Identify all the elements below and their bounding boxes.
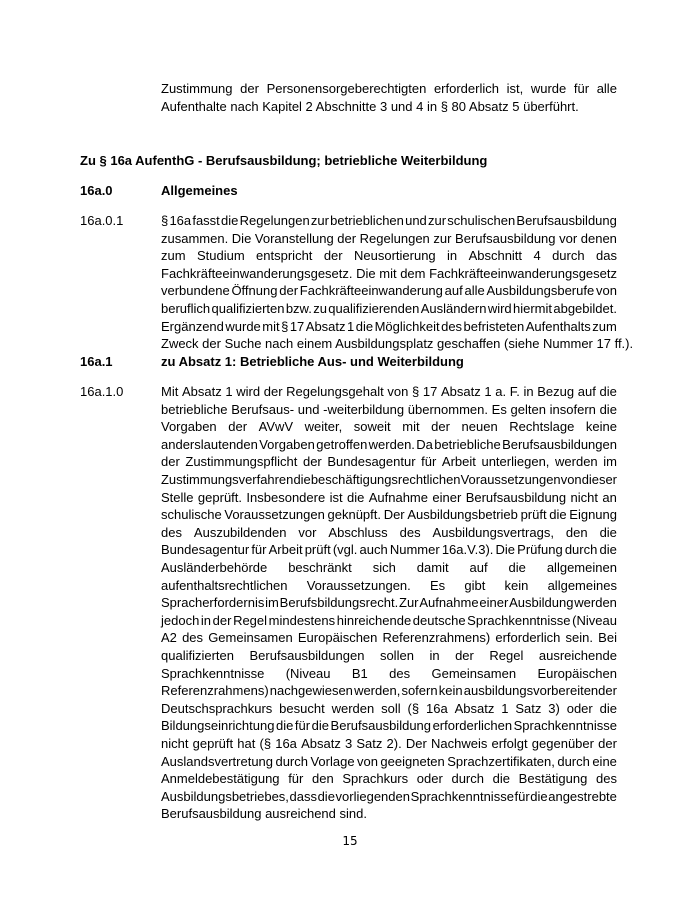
paragraph-number-16a-1-0: 16a.1.0 xyxy=(80,384,124,399)
text-line: nicht geprüft hat (§ 16a Absatz 3 Satz 2). Der Nachweis erfolgt gegenüber der xyxy=(161,736,617,751)
text-line: betriebliche Berufsaus- und -weiterbildung übernommen. Es gelten insofern die xyxy=(161,401,617,417)
subsection-title-absatz-1: zu Absatz 1: Betriebliche Aus- und Weiterbildung xyxy=(161,354,464,369)
text-line: Referenzrahmens) nachgewiesen werden, sofern kein ausbildungsvorbereitender xyxy=(161,683,617,699)
text-line: Fachkräfteeinwanderungsgesetz. Die mit dem Fachkräfteeinwanderungsgesetz xyxy=(161,265,617,281)
section-heading: Zu § 16a AufenthG - Berufsausbildung; betriebliche Weiterbildung xyxy=(80,153,488,168)
subsection-title-allgemeines: Allgemeines xyxy=(161,183,238,198)
text-line: Ausbildungsbetriebes, dass die vorliegenden Sprachkenntnisse für die angestrebte xyxy=(161,788,617,804)
text-line: Sprachkenntnisse (Niveau B1 des Gemeinsamen Europäischen xyxy=(161,665,617,681)
text-line: Aufenthalte nach Kapitel 2 Abschnitte 3 und 4 in § 80 Absatz 5 überführt. xyxy=(161,98,579,114)
text-line: qualifizierten Berufsausbildungen sollen in der Regel ausreichende xyxy=(161,648,617,663)
text-line: Vorgaben der AVwV weiter, soweit mit der neuen Rechtslage keine xyxy=(161,419,617,435)
text-line: des Auszubildenden vor Abschluss des Ausbildungsvertrags, den die xyxy=(161,524,617,540)
subsection-number-absatz-1: 16a.1 xyxy=(80,354,113,369)
text-line: Ergänzend wurde mit § 17 Absatz 1 die Möglichkeit des befristeten Aufenthalts zum xyxy=(161,318,617,334)
text-line: zusammen. Die Voranstellung der Regelungen zur Berufsausbildung vor denen xyxy=(161,230,617,246)
text-line: Bildungseinrichtung die für die Berufsausbildung erforderlichen Sprachkenntnisse xyxy=(161,718,617,734)
text-line: Anmeldebestätigung für den Sprachkurs oder durch die Bestätigung des xyxy=(161,771,617,787)
text-line: Berufsausbildung ausreichend sind. xyxy=(161,806,367,822)
text-line: A2 des Gemeinsamen Europäischen Referenzrahmens) erforderlich sein. Bei xyxy=(161,630,617,646)
subsection-number-allgemeines: 16a.0 xyxy=(80,183,113,198)
text-line: Stelle geprüft. Insbesondere ist die Aufnahme einer Berufsausbildung nicht an xyxy=(161,489,617,505)
text-line: zum Studium entspricht der Neusortierung in Abschnitt 4 durch das xyxy=(161,248,617,264)
text-line: Zustimmungsverfahren die beschäftigungsrechtlichen Voraussetzungen von dieser xyxy=(161,472,617,487)
text-line: aufenthaltsrechtlichen Voraussetzungen. Es gibt kein allgemeines xyxy=(161,577,617,593)
paragraph-number-16a-0-1: 16a.0.1 xyxy=(80,213,124,228)
text-line: Ausländerbehörde beschränkt sich damit auf die allgemeinen xyxy=(161,560,617,575)
text-line: Mit Absatz 1 wird der Regelungsgehalt von § 17 Absatz 1 a. F. in Bezug auf die xyxy=(161,384,617,399)
text-line: Spracherfordernis im Berufsbildungsrecht. Zur Aufnahme einer Ausbildung werden xyxy=(161,595,617,611)
text-line: schulische Voraussetzungen geknüpft. Der Ausbildungsbetrieb prüft die Eignung xyxy=(161,507,617,523)
text-line: Auslandsvertretung durch Vorlage von geeigneten Sprachzertifikaten, durch eine xyxy=(161,753,617,769)
text-line: Zustimmung der Personensorgeberechtigten erforderlich ist, wurde für alle xyxy=(161,81,617,96)
text-line: Zweck der Suche nach einem Ausbildungsplatz geschaffen (siehe Nummer 17 ff.). xyxy=(161,336,634,352)
text-line: § 16a fasst die Regelungen zur betrieblichen und zur schulischen Berufsausbildung xyxy=(161,213,617,228)
text-line: jedoch in der Regel mindestens hinreichende deutsche Sprachkenntnisse (Niveau xyxy=(161,612,617,628)
text-line: anderslautenden Vorgaben getroffen werden. Da betriebliche Berufsausbildungen xyxy=(161,436,617,452)
text-line: verbundene Öffnung der Fachkräfteeinwanderung auf alle Ausbildungsberufe von xyxy=(161,283,617,299)
text-line: beruflich qualifizierten bzw. zu qualifizierenden Ausländern wird hiermit abgebildet. xyxy=(161,301,617,316)
page-number: 15 xyxy=(342,834,358,848)
text-line: Deutschsprachkurs besucht werden soll (§ 16a Absatz 1 Satz 3) oder die xyxy=(161,700,617,716)
text-line: Bundesagentur für Arbeit prüft (vgl. auch Nummer 16a.V.3). Die Prüfung durch die xyxy=(161,542,617,558)
text-line: der Zustimmungspflicht der Bundesagentur für Arbeit unterliegen, werden im xyxy=(161,454,617,470)
